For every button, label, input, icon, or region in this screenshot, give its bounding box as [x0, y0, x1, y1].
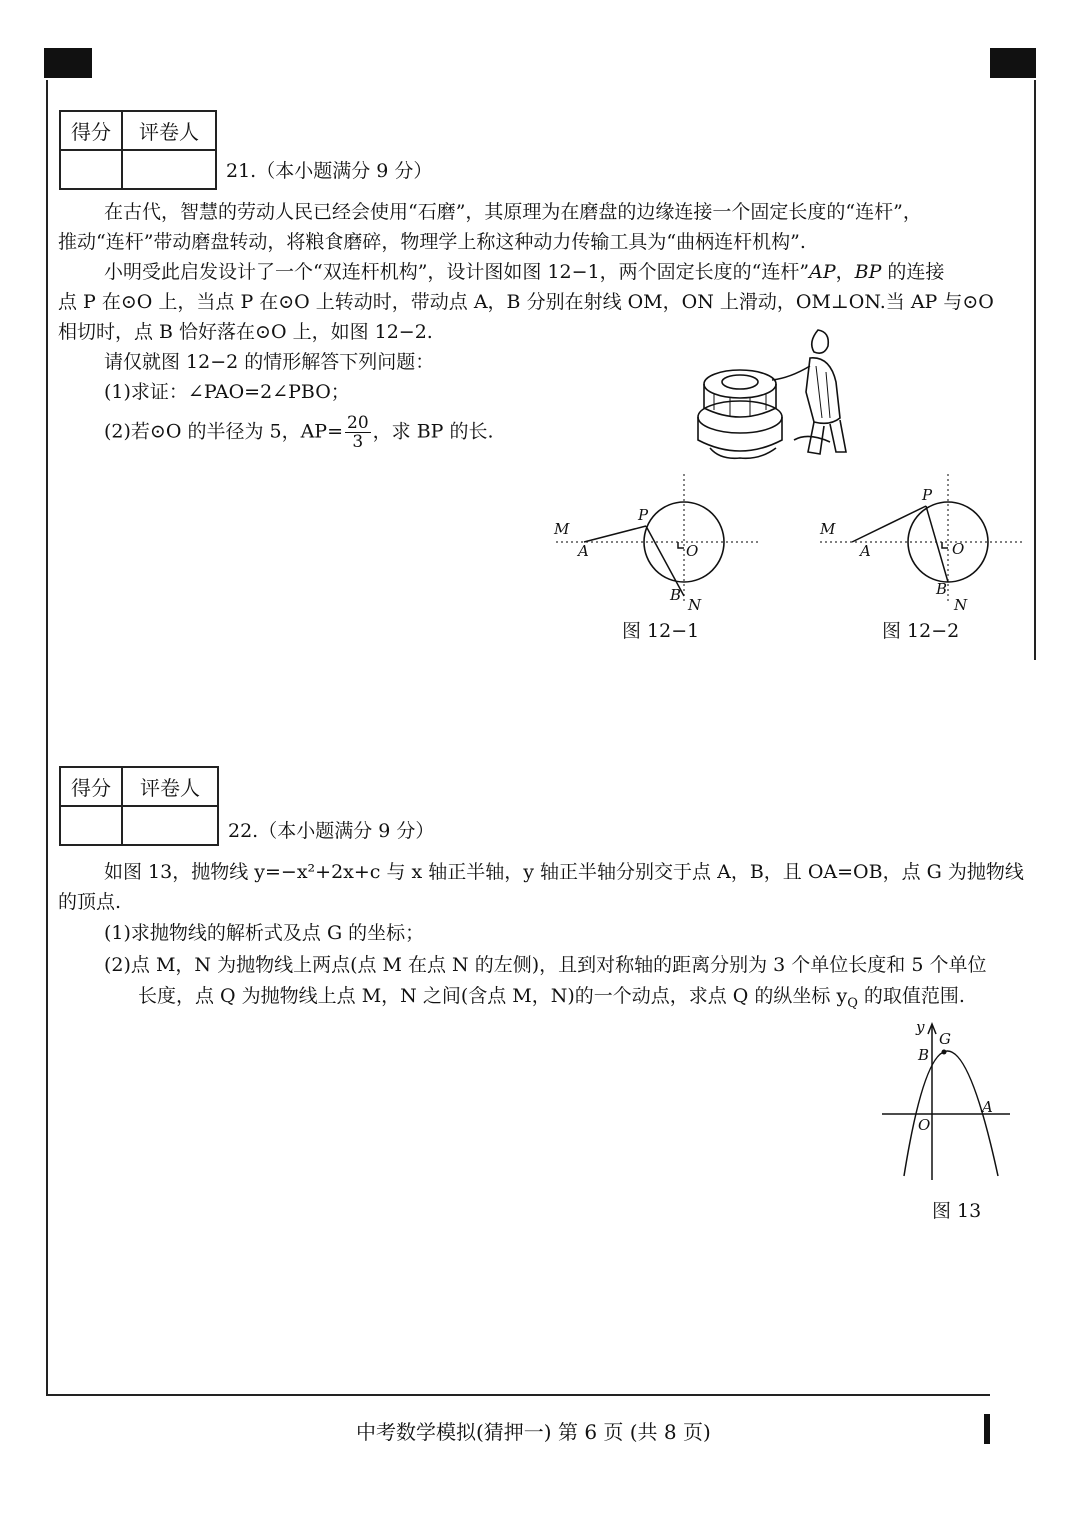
figure-12-2 — [812, 470, 1032, 620]
q21-text-line3e: 的连接 — [881, 261, 945, 283]
registration-mark-right — [990, 48, 1036, 78]
q22-heading: 22.（本小题满分 9 分） — [228, 820, 435, 842]
q22-subscript: Q — [847, 995, 858, 1011]
fig12-2-label-M: M — [820, 520, 836, 538]
fig12-1-label-P: P — [638, 506, 649, 524]
q21-subquestion-2 — [104, 414, 494, 451]
grader-header: 评卷人 — [122, 767, 218, 806]
fig12-1-label-O: O — [686, 542, 699, 560]
figure-13-caption: 图 13 — [932, 1200, 982, 1222]
fig12-2-label-N: N — [954, 596, 968, 614]
fig13-label-A: A — [982, 1098, 993, 1116]
q22-subquestion-2-line2 — [138, 981, 965, 1019]
q21-text-line3 — [104, 257, 944, 287]
grader-header: 评卷人 — [122, 111, 216, 150]
score-header: 得分 — [60, 111, 122, 150]
q21-comma: ， — [835, 261, 855, 283]
figure-12-1 — [548, 470, 768, 620]
q22-subquestion-1: (1)求抛物线的解析式及点 G 的坐标； — [104, 922, 425, 944]
score-cell[interactable] — [60, 806, 122, 845]
q21-ap: AP — [809, 261, 836, 283]
fig13-label-B: B — [918, 1046, 930, 1064]
grader-cell[interactable] — [122, 806, 218, 845]
footer-bar-mark — [984, 1414, 990, 1444]
q21-text-line4: 点 P 在⊙O 上，当点 P 在⊙O 上转动时，带动点 A，B 分别在射线 OM，ON 上滑动，OM⊥ON.当 AP 与⊙O — [58, 291, 994, 313]
q22-q2-text: 长度，点 Q 为抛物线上点 M，N 之间(含点 M，N)的一个动点，求点 Q 的纵坐标 y — [138, 985, 848, 1007]
fig12-2-label-O: O — [952, 540, 965, 558]
grader-cell[interactable] — [122, 150, 216, 189]
q21-heading: 21.（本小题满分 9 分） — [226, 160, 433, 182]
figure-12-1-caption: 图 12−1 — [622, 620, 700, 642]
fig12-2-label-B: B — [936, 580, 948, 598]
q21-q2-text-b: ，求 BP 的长. — [372, 420, 494, 443]
page-frame-left — [46, 80, 48, 1396]
fig12-2-label-A: A — [860, 542, 871, 560]
q22-subquestion-2-line1: (2)点 M，N 为抛物线上两点(点 M 在点 N 的左侧)，且到对称轴的距离分别为 3 个单位长度和 5 个单位 — [104, 954, 987, 976]
fig12-1-label-B: B — [670, 586, 682, 604]
q21-text-line6: 请仅就图 12−2 的情形解答下列问题： — [104, 351, 435, 373]
score-table-q22 — [59, 766, 219, 846]
figure-13 — [876, 1016, 1016, 1186]
fig12-1-label-A: A — [578, 542, 589, 560]
q21-text-line3a: 小明受此启发设计了一个“双连杆机构”，设计图如图 12−1，两个固定长度的“连杆” — [104, 261, 810, 283]
q21-subquestion-1: (1)求证：∠PAO=2∠PBO； — [104, 381, 350, 403]
score-cell[interactable] — [60, 150, 122, 189]
q21-bp: BP — [854, 261, 882, 283]
fig12-1-label-M: M — [554, 520, 570, 538]
page-footer: 中考数学模拟(猜押一) 第 6 页 (共 8 页) — [356, 1420, 711, 1444]
millstone-illustration — [690, 322, 850, 464]
score-header: 得分 — [60, 767, 122, 806]
fig13-label-y: y — [916, 1018, 925, 1036]
q21-text-line5: 相切时，点 B 恰好落在⊙O 上，如图 12−2. — [58, 321, 433, 343]
fig13-label-G: G — [939, 1030, 951, 1048]
figure-12-2-caption: 图 12−2 — [882, 620, 960, 642]
q22-q2-end: 的取值范围. — [857, 985, 965, 1007]
fraction-denominator: 3 — [352, 432, 364, 452]
fig12-2-label-P: P — [922, 486, 933, 504]
score-table-q21 — [59, 110, 217, 190]
q22-text-line1: 如图 13，抛物线 y=−x²+2x+c 与 x 轴正半轴，y 轴正半轴分别交于点 A，B，且 OA=OB，点 G 为抛物线 — [104, 861, 1024, 883]
fig12-1-label-N: N — [688, 596, 702, 614]
fig13-label-O: O — [918, 1116, 931, 1134]
registration-mark-left — [44, 48, 92, 78]
fraction-numerator: 20 — [347, 413, 369, 433]
q21-fraction — [345, 414, 371, 451]
q21-text-line1: 在古代，智慧的劳动人民已经会使用“石磨”，其原理为在磨盘的边缘连接一个固定长度的“连杆”， — [104, 201, 922, 223]
q21-text-line2: 推动“连杆”带动磨盘转动，将粮食磨碎，物理学上称这种动力传输工具为“曲柄连杆机构”. — [58, 231, 806, 253]
q22-text-line2: 的顶点. — [58, 891, 122, 913]
page-frame-bottom — [46, 1394, 990, 1396]
page-frame-right — [1034, 80, 1036, 660]
q21-q2-text-a: (2)若⊙O 的半径为 5，AP= — [104, 420, 344, 443]
